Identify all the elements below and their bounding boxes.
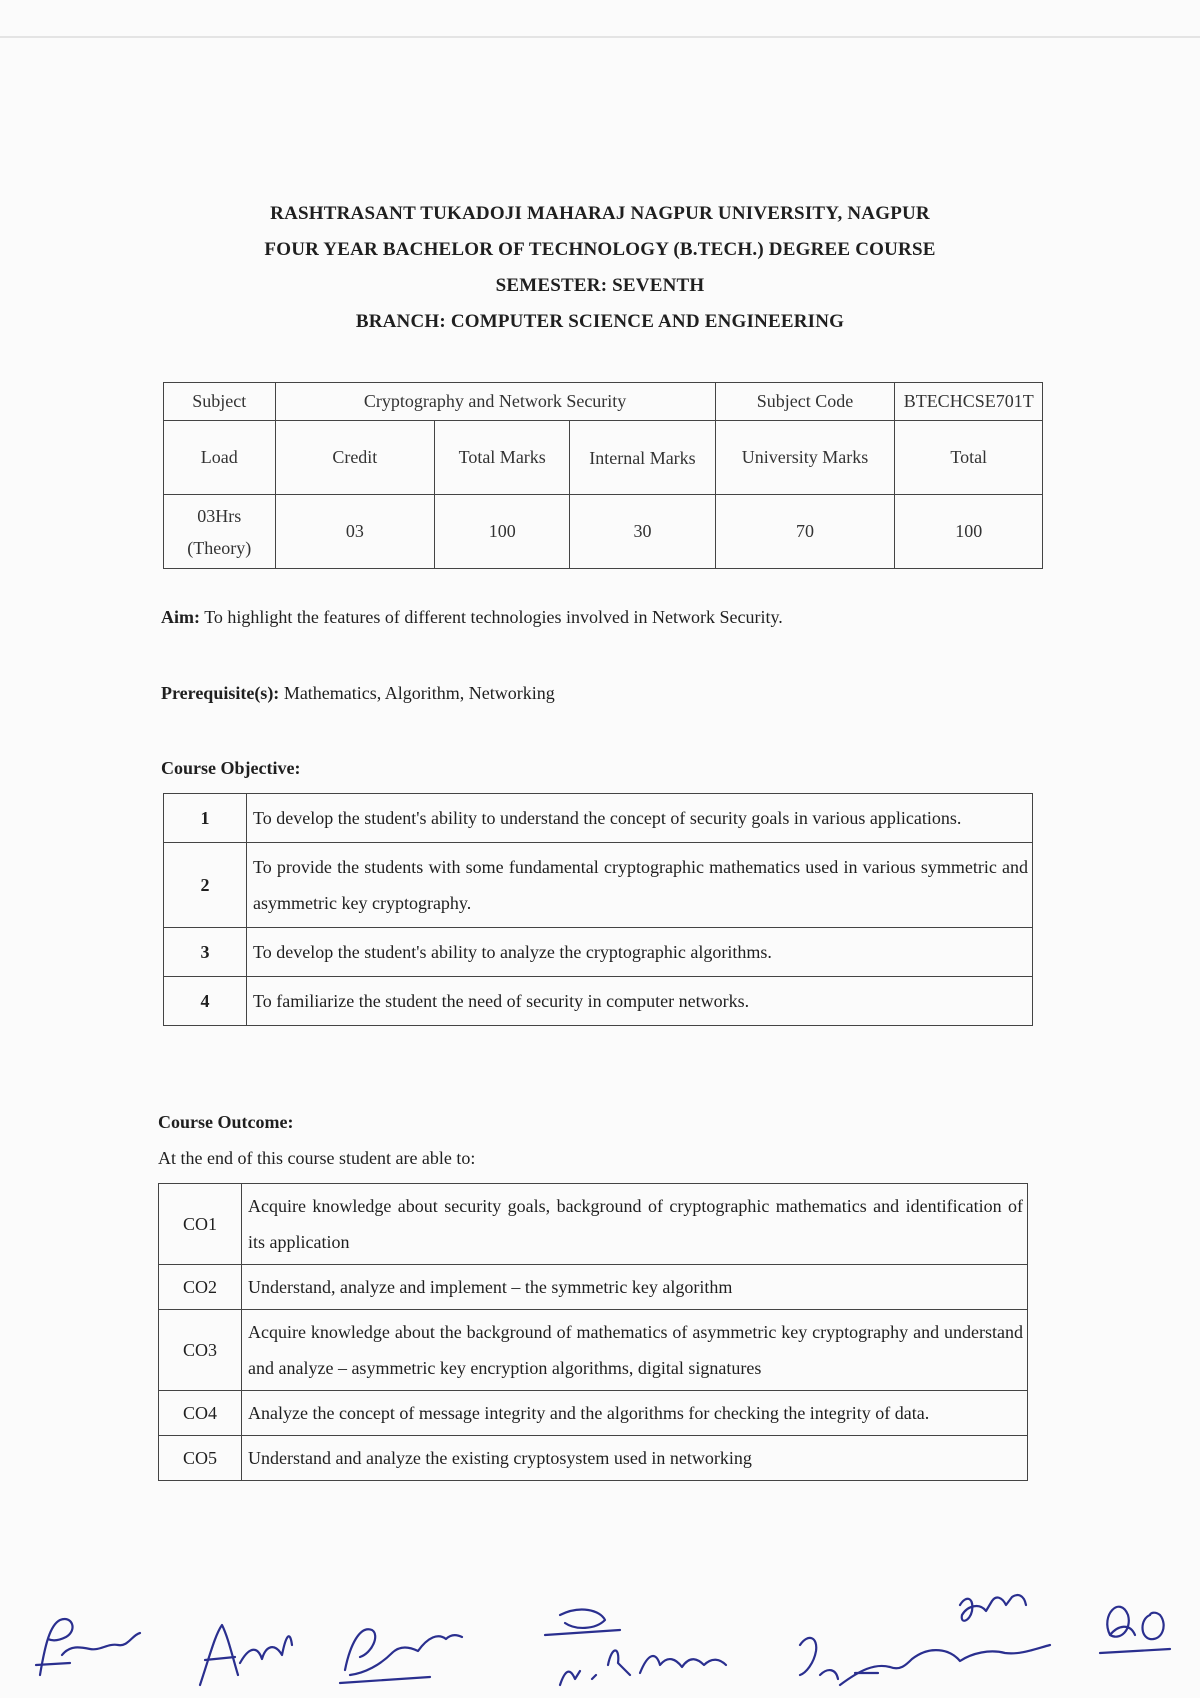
load-label: Load — [164, 421, 276, 495]
outcome-code: CO5 — [159, 1436, 242, 1481]
outcome-text: Acquire knowledge about the background of mathematics of asymmetric key cryptography and understand and analyze – asymmetric key encryption algorithms, digital signatures — [242, 1310, 1028, 1391]
signature-thakare — [800, 1638, 1050, 1685]
total-marks-label: Total Marks — [435, 421, 570, 495]
subject-table — [163, 382, 1043, 569]
semester-line: SEMESTER: SEVENTH — [495, 275, 705, 296]
credit-label: Credit — [275, 421, 434, 495]
credit-value: 03 — [275, 495, 434, 569]
total-label: Total — [895, 421, 1043, 495]
course-outcome-heading: Course Outcome: — [158, 1112, 294, 1132]
outcome-text: Understand and analyze the existing cryptosystem used in networking — [242, 1436, 1028, 1481]
course-outcome-intro: At the end of this course student are able to: — [158, 1148, 476, 1168]
outcome-code: CO4 — [159, 1391, 242, 1436]
outcome-code: CO2 — [159, 1265, 242, 1310]
subject-name: Cryptography and Network Security — [275, 383, 715, 421]
outcome-row — [159, 1436, 1028, 1481]
outcome-row — [159, 1310, 1028, 1391]
prerequisite-text: Mathematics, Algorithm, Networking — [283, 683, 555, 703]
objective-row — [164, 843, 1033, 928]
course-outcome-table — [158, 1183, 1028, 1481]
signatures-graphic — [0, 1575, 1200, 1695]
signature-ao — [1100, 1607, 1170, 1653]
subject-label: Subject — [164, 383, 276, 421]
outcome-text: Acquire knowledge about security goals, background of cryptographic mathematics and identification of its application — [242, 1184, 1028, 1265]
scan-edge — [0, 36, 1200, 38]
internal-marks-label: Internal Marks — [570, 421, 715, 495]
course-name: FOUR YEAR BACHELOR OF TECHNOLOGY (B.TECH.) DEGREE COURSE — [264, 239, 936, 260]
university-marks-label: University Marks — [715, 421, 895, 495]
objective-text: To develop the student's ability to understand the concept of security goals in various applications. — [247, 794, 1033, 843]
internal-marks-value: 30 — [570, 495, 715, 569]
signature-prasad — [36, 1619, 140, 1675]
outcome-row — [159, 1184, 1028, 1265]
outcome-text: Analyze the concept of message integrity and the algorithms for checking the integrity of data. — [242, 1391, 1028, 1436]
signature-mahatme — [340, 1629, 462, 1683]
objective-number: 4 — [164, 977, 247, 1026]
prerequisite-label: Prerequisite(s): — [161, 683, 280, 703]
load-value: 03Hrs (Theory) — [164, 495, 276, 569]
outcome-row — [159, 1265, 1028, 1310]
signature-strip — [0, 1575, 1200, 1695]
total-marks-value: 100 — [435, 495, 570, 569]
subject-code-label: Subject Code — [715, 383, 895, 421]
outcome-row — [159, 1391, 1028, 1436]
total-value: 100 — [895, 495, 1043, 569]
prerequisite-line — [161, 683, 555, 704]
objective-row — [164, 977, 1033, 1026]
university-marks-value: 70 — [715, 495, 895, 569]
branch-line: BRANCH: COMPUTER SCIENCE AND ENGINEERING — [355, 311, 845, 332]
objective-row — [164, 794, 1033, 843]
objective-number: 2 — [164, 843, 247, 928]
objective-text: To familiarize the student the need of security in computer networks. — [247, 977, 1033, 1026]
objective-number: 1 — [164, 794, 247, 843]
aim-line — [161, 607, 783, 628]
course-objective-heading: Course Objective: — [161, 758, 301, 778]
subject-code-value: BTECHCSE701T — [895, 383, 1043, 421]
objective-text: To develop the student's ability to analyze the cryptographic algorithms. — [247, 928, 1033, 977]
university-name: RASHTRASANT TUKADOJI MAHARAJ NAGPUR UNIVERSITY, NAGPUR — [270, 203, 930, 224]
aim-label: Aim: — [161, 607, 200, 627]
signature-bhusari — [545, 1610, 726, 1685]
outcome-code: CO1 — [159, 1184, 242, 1265]
signature-ashish — [200, 1625, 292, 1685]
objective-text: To provide the students with some fundamental cryptographic mathematics used in various symmetric and asymmetric key cryptography. — [247, 843, 1033, 928]
objective-number: 3 — [164, 928, 247, 977]
course-objective-table — [163, 793, 1033, 1026]
signature-valvi — [960, 1595, 1026, 1621]
outcome-code: CO3 — [159, 1310, 242, 1391]
document-header — [0, 196, 1200, 340]
objective-row — [164, 928, 1033, 977]
outcome-text: Understand, analyze and implement – the symmetric key algorithm — [242, 1265, 1028, 1310]
aim-text: To highlight the features of different technologies involved in Network Security. — [204, 607, 783, 627]
